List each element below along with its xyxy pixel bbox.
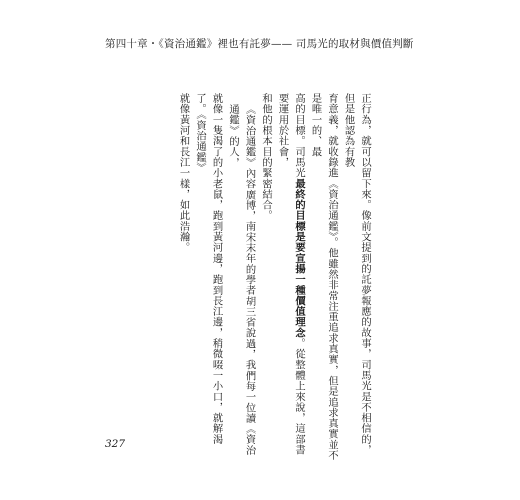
- paragraph-1-line-3-start: 高的目標。司馬光: [293, 93, 305, 179]
- page-number: 327: [105, 438, 126, 450]
- paragraph-1-line-3: [274, 93, 307, 465]
- paragraph-2-line-2: 就像一隻渴了的小老鼠，跑到黃河邊，跑到長江邊，稍微啜一小口，就解渴了。《資治通鑑》: [194, 93, 223, 445]
- paragraph-1-line-4: 和他的根本目的緊密結合。: [260, 93, 272, 221]
- paragraph-1-line-2: 育意義，就收錄進《資治通鑑》。他雖然非常注重追求真實，但是追求真實並不是唯一的、最: [309, 93, 338, 461]
- body-text: [175, 93, 373, 465]
- paragraph-1-line-1: 正行為，就可以留下來。像前文提到的託夢報應的故事，司馬光是不相信的，但是他認為有教: [342, 93, 371, 456]
- paragraph-2-line-1: 《資治通鑑》內容廣博，南宋末年的學者胡三省說過，我們每一位讀《資治通鑑》的人，: [227, 103, 256, 455]
- paragraph-1-line-3-end: 。從整體上來說，這部書要運用於社會，: [276, 93, 305, 456]
- bold-emphasis-phrase: 最終的目標是要宣揚一種價值理念: [293, 178, 305, 338]
- running-header: 第四十章・《資治通鑑》裡也有託夢—— 司馬光的取材與價值判斷: [105, 38, 414, 50]
- paragraph-2-line-3: 就像黃河和長江一樣，如此浩瀚。: [177, 93, 190, 253]
